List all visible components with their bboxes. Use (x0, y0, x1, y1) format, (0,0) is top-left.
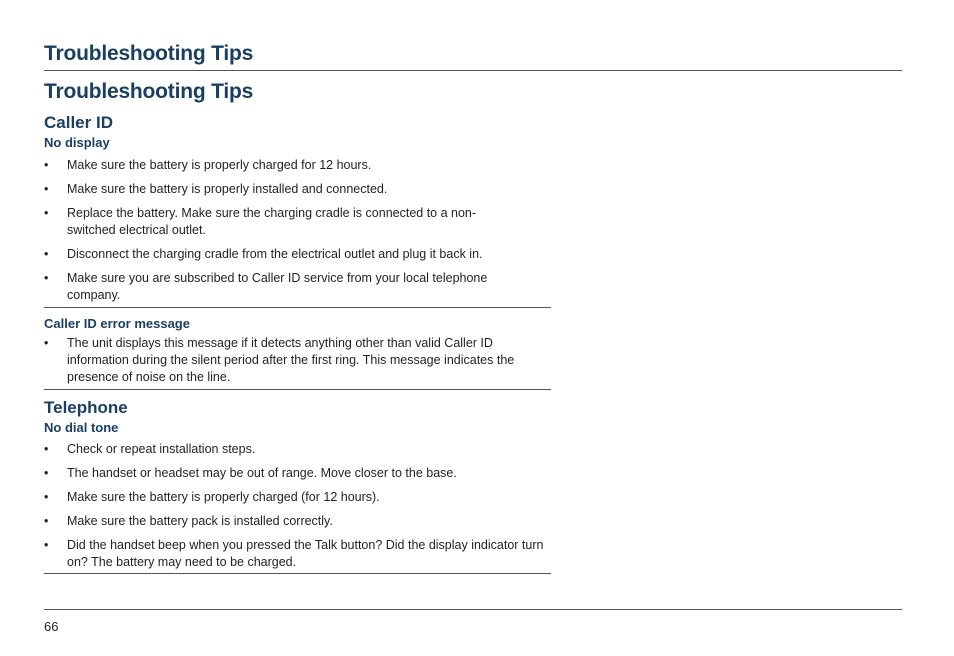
bullet: • (44, 247, 49, 261)
list-item (44, 270, 551, 304)
bullet: • (44, 538, 49, 552)
bullet: • (44, 206, 49, 220)
running-header (44, 40, 902, 71)
subsection-heading: Caller ID error message (44, 316, 190, 331)
list-item (44, 489, 551, 506)
list-item-text: Make sure you are subscribed to Caller ID service from your local telephone company. (67, 271, 488, 302)
page-title: Troubleshooting Tips (44, 80, 254, 103)
page-footer (44, 609, 902, 634)
list-item (44, 465, 551, 482)
list-item-text: The handset or headset may be out of range. Move closer to the base. (67, 466, 457, 480)
running-header-title: Troubleshooting Tips (44, 42, 254, 65)
subsection-heading: No display (44, 135, 110, 150)
list-item-text: Make sure the battery is properly charged (for 12 hours). (67, 490, 380, 504)
list-item (44, 205, 551, 239)
list-item-text: Make sure the battery is properly charged for 12 hours. (67, 158, 372, 172)
list-item-text: The unit displays this message if it detects anything other than valid Caller ID information during the silent period after the first ring. This message indicates the presence of noise on the line. (67, 336, 515, 384)
bullet: • (44, 182, 49, 196)
list-item-text: Replace the battery. Make sure the charging cradle is connected to a non-switched electrical outlet. (67, 206, 477, 237)
list-item (44, 441, 551, 458)
section-telephone (44, 397, 551, 574)
list-item-text: Disconnect the charging cradle from the electrical outlet and plug it back in. (67, 247, 483, 261)
bullet: • (44, 514, 49, 528)
list-item (44, 537, 551, 571)
subsection-heading: No dial tone (44, 420, 119, 435)
bullet: • (44, 271, 49, 285)
page-number: 66 (44, 619, 59, 634)
list-item-text: Make sure the battery is properly installed and connected. (67, 182, 388, 196)
bullet: • (44, 336, 49, 350)
section-caller-id (44, 112, 551, 390)
bullet: • (44, 466, 49, 480)
section-heading: Caller ID (44, 113, 113, 132)
list-item-text: Did the handset beep when you pressed the Talk button? Did the display indicator turn on? The battery may need to be charged. (67, 538, 544, 569)
bullet: • (44, 490, 49, 504)
subsection-no-dial-tone (44, 419, 551, 574)
list-item (44, 335, 551, 386)
bullet-list (44, 441, 551, 571)
list-item-text: Make sure the battery pack is installed correctly. (67, 514, 333, 528)
list-item (44, 246, 551, 263)
bullet-list (44, 157, 551, 304)
page-content (44, 78, 551, 574)
section-heading: Telephone (44, 398, 128, 417)
bullet-list (44, 335, 551, 386)
bullet: • (44, 442, 49, 456)
list-item (44, 513, 551, 530)
list-item (44, 181, 551, 198)
list-item-text: Check or repeat installation steps. (67, 442, 256, 456)
subsection-no-display (44, 134, 551, 308)
subsection-caller-id-error (44, 308, 551, 390)
list-item (44, 157, 551, 174)
bullet: • (44, 158, 49, 172)
